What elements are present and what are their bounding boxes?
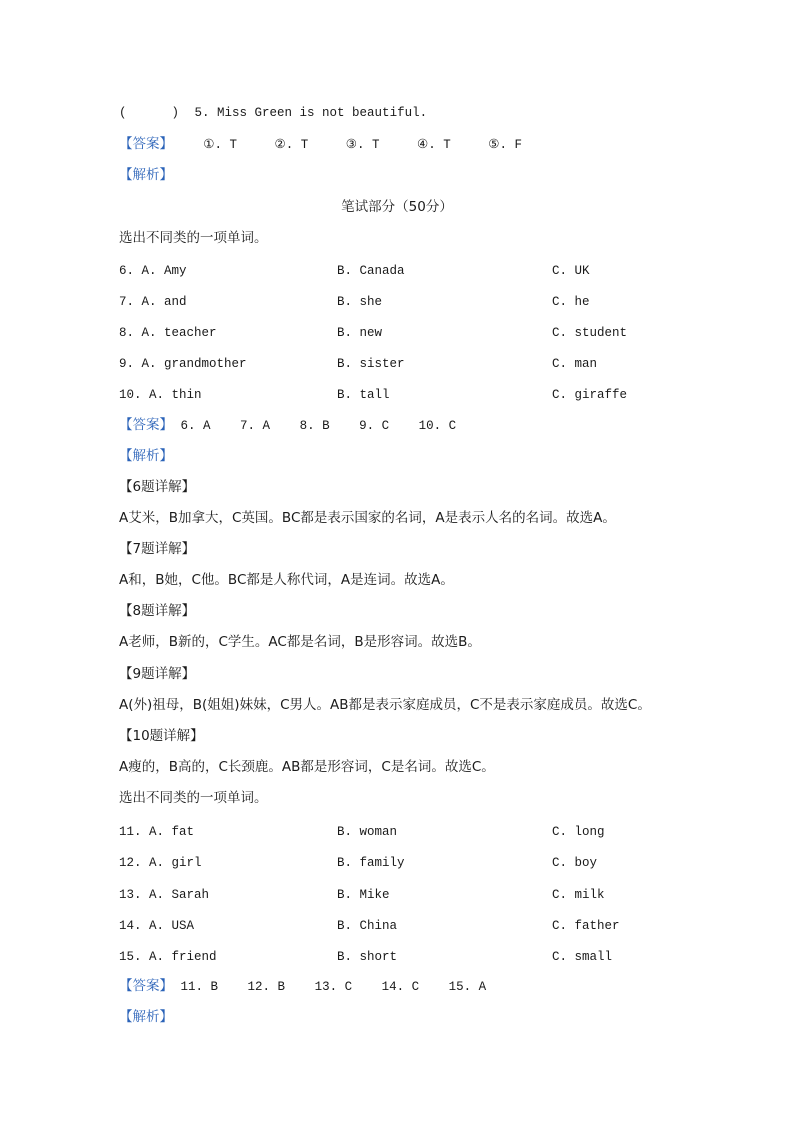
detail-heading: 【6题详解】 xyxy=(119,479,196,495)
option-c: C. UK xyxy=(552,264,590,278)
option-b: B. family xyxy=(337,856,405,870)
question-text: 5. Miss Green is not beautiful. xyxy=(194,106,428,120)
answer-tag: 【答案】 xyxy=(119,417,173,433)
option-a: 12. A. girl xyxy=(119,856,202,870)
answer-item: 11. B xyxy=(180,980,219,994)
answer-item: 15. A xyxy=(448,980,487,994)
option-a: 8. A. teacher xyxy=(119,326,217,340)
answer-item: ④. T xyxy=(417,138,451,152)
detail-body: A和，B她，C他。BC都是人称代词，A是连词。故选A。 xyxy=(119,572,454,588)
option-b: B. Canada xyxy=(337,264,405,278)
detail-heading: 【9题详解】 xyxy=(119,666,196,682)
option-a: 10. A. thin xyxy=(119,388,202,402)
answer-item: 6. A xyxy=(180,419,211,433)
answer-item: 10. C xyxy=(418,419,457,433)
detail-heading: 【7题详解】 xyxy=(119,541,196,557)
question-row xyxy=(119,886,639,904)
answer-item: 8. B xyxy=(299,419,330,433)
option-c: C. he xyxy=(552,295,590,309)
option-b: B. she xyxy=(337,295,383,309)
option-a: 13. A. Sarah xyxy=(119,888,210,902)
option-c: C. long xyxy=(552,825,605,839)
option-a: 11. A. fat xyxy=(119,825,195,839)
answer-paren: ( ) xyxy=(119,106,180,120)
answer-line-1 xyxy=(119,135,522,154)
answer-item: 13. C xyxy=(314,980,353,994)
question-row xyxy=(119,386,639,404)
option-c: C. father xyxy=(552,919,620,933)
analysis-tag: 【解析】 xyxy=(119,167,173,183)
answer-item: ③. T xyxy=(345,138,380,152)
option-a: 6. A. Amy xyxy=(119,264,187,278)
answer-item: 9. C xyxy=(359,419,390,433)
question-5 xyxy=(119,104,427,122)
question-row xyxy=(119,324,639,342)
option-c: C. giraffe xyxy=(552,388,628,402)
option-b: B. Mike xyxy=(337,888,390,902)
detail-body: A老师，B新的，C学生。AC都是名词，B是形容词。故选B。 xyxy=(119,634,481,650)
analysis-tag: 【解析】 xyxy=(119,448,173,464)
instruction: 选出不同类的一项单词。 xyxy=(119,230,268,246)
answer-values xyxy=(203,138,522,152)
answer-item: 14. C xyxy=(381,980,420,994)
option-c: C. student xyxy=(552,326,628,340)
option-a: 7. A. and xyxy=(119,295,187,309)
option-a: 14. A. USA xyxy=(119,919,195,933)
answer-tag: 【答案】 xyxy=(119,978,173,994)
option-b: B. woman xyxy=(337,825,398,839)
option-c: C. milk xyxy=(552,888,605,902)
option-c: C. small xyxy=(552,950,613,964)
detail-heading: 【8题详解】 xyxy=(119,603,196,619)
question-row xyxy=(119,293,639,311)
answer-item: ①. T xyxy=(203,138,238,152)
question-row xyxy=(119,854,639,872)
option-b: B. China xyxy=(337,919,398,933)
detail-body: A瘦的，B高的，C长颈鹿。AB都是形容词，C是名词。故选C。 xyxy=(119,759,495,775)
analysis-tag: 【解析】 xyxy=(119,1009,173,1025)
detail-heading: 【10题详解】 xyxy=(119,728,204,744)
section-title: 笔试部分（50分） xyxy=(341,199,453,215)
question-row xyxy=(119,355,639,373)
option-b: B. tall xyxy=(337,388,390,402)
detail-body: A(外)祖母，B(姐姐)妹妹，C男人。AB都是表示家庭成员，C不是表示家庭成员。故选C。 xyxy=(119,697,651,713)
option-c: C. man xyxy=(552,357,598,371)
detail-body: A艾米，B加拿大，C英国。BC都是表示国家的名词，A是表示人名的名词。故选A。 xyxy=(119,510,616,526)
option-c: C. boy xyxy=(552,856,598,870)
option-b: B. short xyxy=(337,950,398,964)
instruction: 选出不同类的一项单词。 xyxy=(119,790,268,806)
option-a: 15. A. friend xyxy=(119,950,217,964)
answer-values xyxy=(173,980,486,994)
answer-line-2 xyxy=(119,416,456,435)
option-b: B. new xyxy=(337,326,383,340)
answer-tag: 【答案】 xyxy=(119,136,173,152)
question-row xyxy=(119,948,639,966)
answer-line-3 xyxy=(119,977,486,996)
answer-item: ⑤. F xyxy=(488,138,522,152)
question-row xyxy=(119,262,639,280)
answer-item: ②. T xyxy=(274,138,309,152)
question-row xyxy=(119,823,639,841)
answer-item: 12. B xyxy=(247,980,286,994)
option-a: 9. A. grandmother xyxy=(119,357,247,371)
question-row xyxy=(119,917,639,935)
answer-item: 7. A xyxy=(240,419,271,433)
option-b: B. sister xyxy=(337,357,405,371)
answer-values xyxy=(173,419,456,433)
